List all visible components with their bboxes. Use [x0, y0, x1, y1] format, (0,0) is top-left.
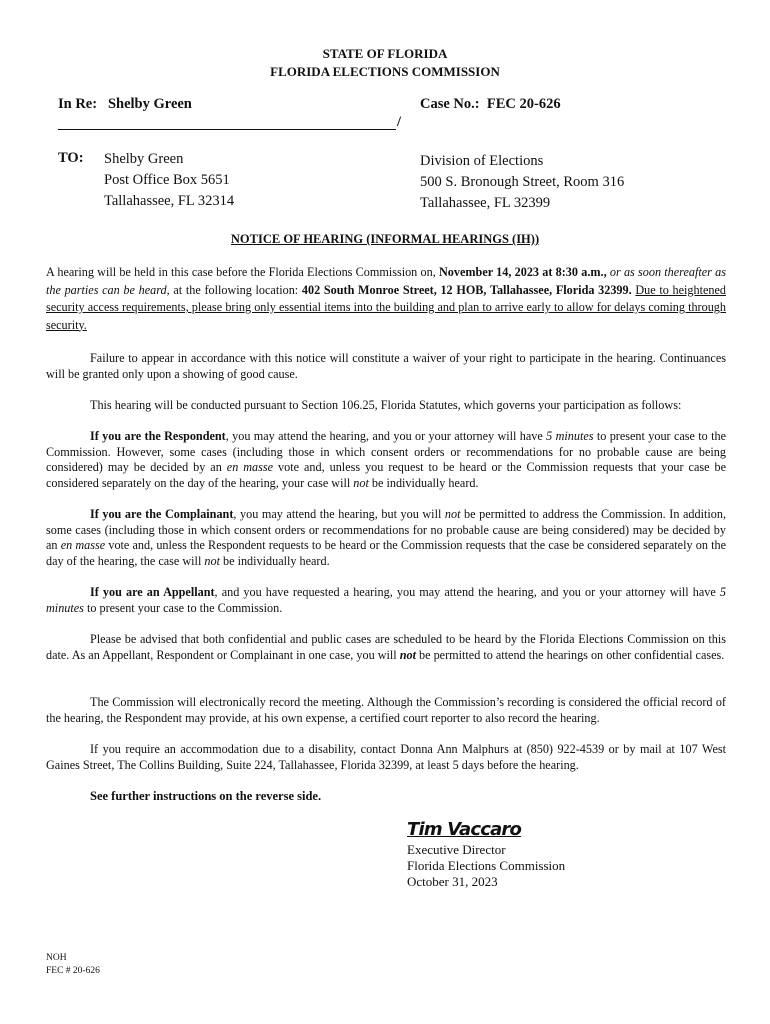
p4-en-masse: en masse [226, 460, 274, 475]
p7-not: not [399, 647, 416, 662]
in-re [58, 96, 192, 113]
p4-text-b: to present your case to the Commission. However, some cases (including those in which consent orders or recommendations for no probable cause are being considered) may be decided by an [46, 429, 726, 475]
p1-italic: or as soon thereafter as the parties can be heard [46, 265, 726, 297]
case-number-value: FEC 20-626 [486, 96, 561, 112]
recipient-city: Tallahassee, FL 32314 [104, 193, 235, 209]
p5-text-a: , you may attend the hearing, but you will [233, 507, 445, 521]
to-label: TO: [58, 150, 84, 166]
signature-block [407, 842, 565, 890]
signer-title: Executive Director [407, 842, 506, 857]
division-city: Tallahassee, FL 32399 [420, 195, 551, 211]
in-re-label: In Re: [58, 96, 98, 112]
p6-text-b: to present your case to the Commission. [83, 600, 283, 615]
in-re-name: Shelby Green [107, 96, 192, 112]
case-label: Case No.: [420, 96, 480, 112]
paragraph-hearing-details [46, 264, 726, 334]
footer [46, 952, 100, 978]
hearing-date: November 14, 2023 at 8:30 a.m., [439, 265, 607, 279]
caption-slash: / [397, 114, 402, 130]
footer-case: FEC # 20-626 [46, 966, 100, 976]
paragraph-confidential [46, 632, 726, 663]
signature: Tim Vaccaro [407, 819, 522, 840]
security-note: Due to heightened security access requirements, please bring only essential items into the building and plan to arrive early to allow for delays coming through security. [46, 282, 727, 332]
paragraph-accommodation: If you require an accommodation due to a disability, contact Donna Ann Malphurs at (850) 922-4539 or by mail at 107 West Gaines Street, The Collins Building, Suite 224, Tallahassee, Florida 32399, at least 5 days before the hearing. [46, 742, 726, 772]
signer-org: Florida Elections Commission [407, 858, 566, 873]
complainant-lead: If you are the Complainant [90, 507, 234, 521]
caption-rule [58, 129, 396, 130]
p5-not: not [444, 507, 461, 521]
recipient-address [104, 149, 234, 212]
p5-text-c: vote and, unless the Respondent requests to be heard or the Commission requests that the case be considered separately on the day of the hearing, the case will [46, 538, 726, 568]
paragraph-recording: The Commission will electronically record the meeting. Although the Commission’s recording is considered the official record of the hearing, the Respondent may provide, at his own expense, a certified court reporter to also record the hearing. [46, 695, 726, 725]
respondent-lead: If you are the Respondent [90, 429, 226, 443]
p4-text-c: vote and, unless you request to be heard or the Commission requests that your case be considered separately on the day of the hearing, your case will [46, 460, 726, 490]
header-state: STATE OF FLORIDA [322, 46, 448, 61]
p6-text-a: , and you have requested a hearing, you may attend the hearing, and you or your attorney will have [214, 585, 720, 599]
division-street: 500 S. Bronough Street, Room 316 [420, 174, 625, 190]
p1-text-a: A hearing will be held in this case before the Florida Elections Commission on, [46, 265, 439, 279]
p4-text-a: , you may attend the hearing, and you or your attorney will have [225, 429, 547, 443]
division-name: Division of Elections [420, 153, 544, 169]
paragraph-respondent [46, 429, 726, 491]
p5-not-2: not [204, 553, 220, 568]
p5-en-masse: en masse [60, 538, 106, 553]
p7-text-b: be permitted to attend the hearings on other confidential cases. [415, 647, 725, 662]
p1-text-b: , at the following location: [166, 282, 302, 297]
p5-text-d: be individually heard. [219, 553, 330, 568]
appellant-lead: If you are an Appellant [90, 585, 215, 599]
p7-text-a: Please be advised that both confidential and public cases are scheduled to be heard by the Florida Elections Commission on this date. As an Appellant, Respondent or Complainant in one case, you will [46, 632, 726, 662]
paragraph-waiver: Failure to appear in accordance with this notice will constitute a waiver of your right to participate in the hearing. Continuances will be granted only upon a showing of good cause. [46, 351, 726, 381]
recipient-street: Post Office Box 5651 [104, 172, 230, 188]
hearing-location: 402 South Monroe Street, 12 HOB, Tallahassee, Florida 32399. [301, 282, 632, 297]
signed-date: October 31, 2023 [407, 874, 498, 889]
header-commission: FLORIDA ELECTIONS COMMISSION [270, 64, 500, 79]
case-number [420, 96, 561, 113]
reverse-side-note: See further instructions on the reverse side. [90, 789, 322, 803]
p4-text-d: be individually heard. [368, 475, 479, 490]
footer-code: NOH [46, 953, 67, 963]
p4-not: not [353, 475, 369, 490]
recipient-name: Shelby Green [104, 151, 184, 167]
p4-minutes: 5 minutes [546, 429, 594, 443]
paragraph-statute: This hearing will be conducted pursuant to Section 106.25, Florida Statutes, which governs your participation as follows: [90, 398, 682, 412]
paragraph-complainant [46, 507, 726, 569]
paragraph-appellant [46, 585, 726, 616]
p5-text-b: be permitted to address the Commission. In addition, some cases (including those in which consent orders or recommendations for no probable cause are being considered) may be decided by an [46, 507, 726, 553]
p6-minutes: 5 minutes [46, 585, 726, 615]
notice-title: NOTICE OF HEARING (INFORMAL HEARINGS (IH)) [230, 232, 540, 246]
division-address [420, 151, 624, 214]
